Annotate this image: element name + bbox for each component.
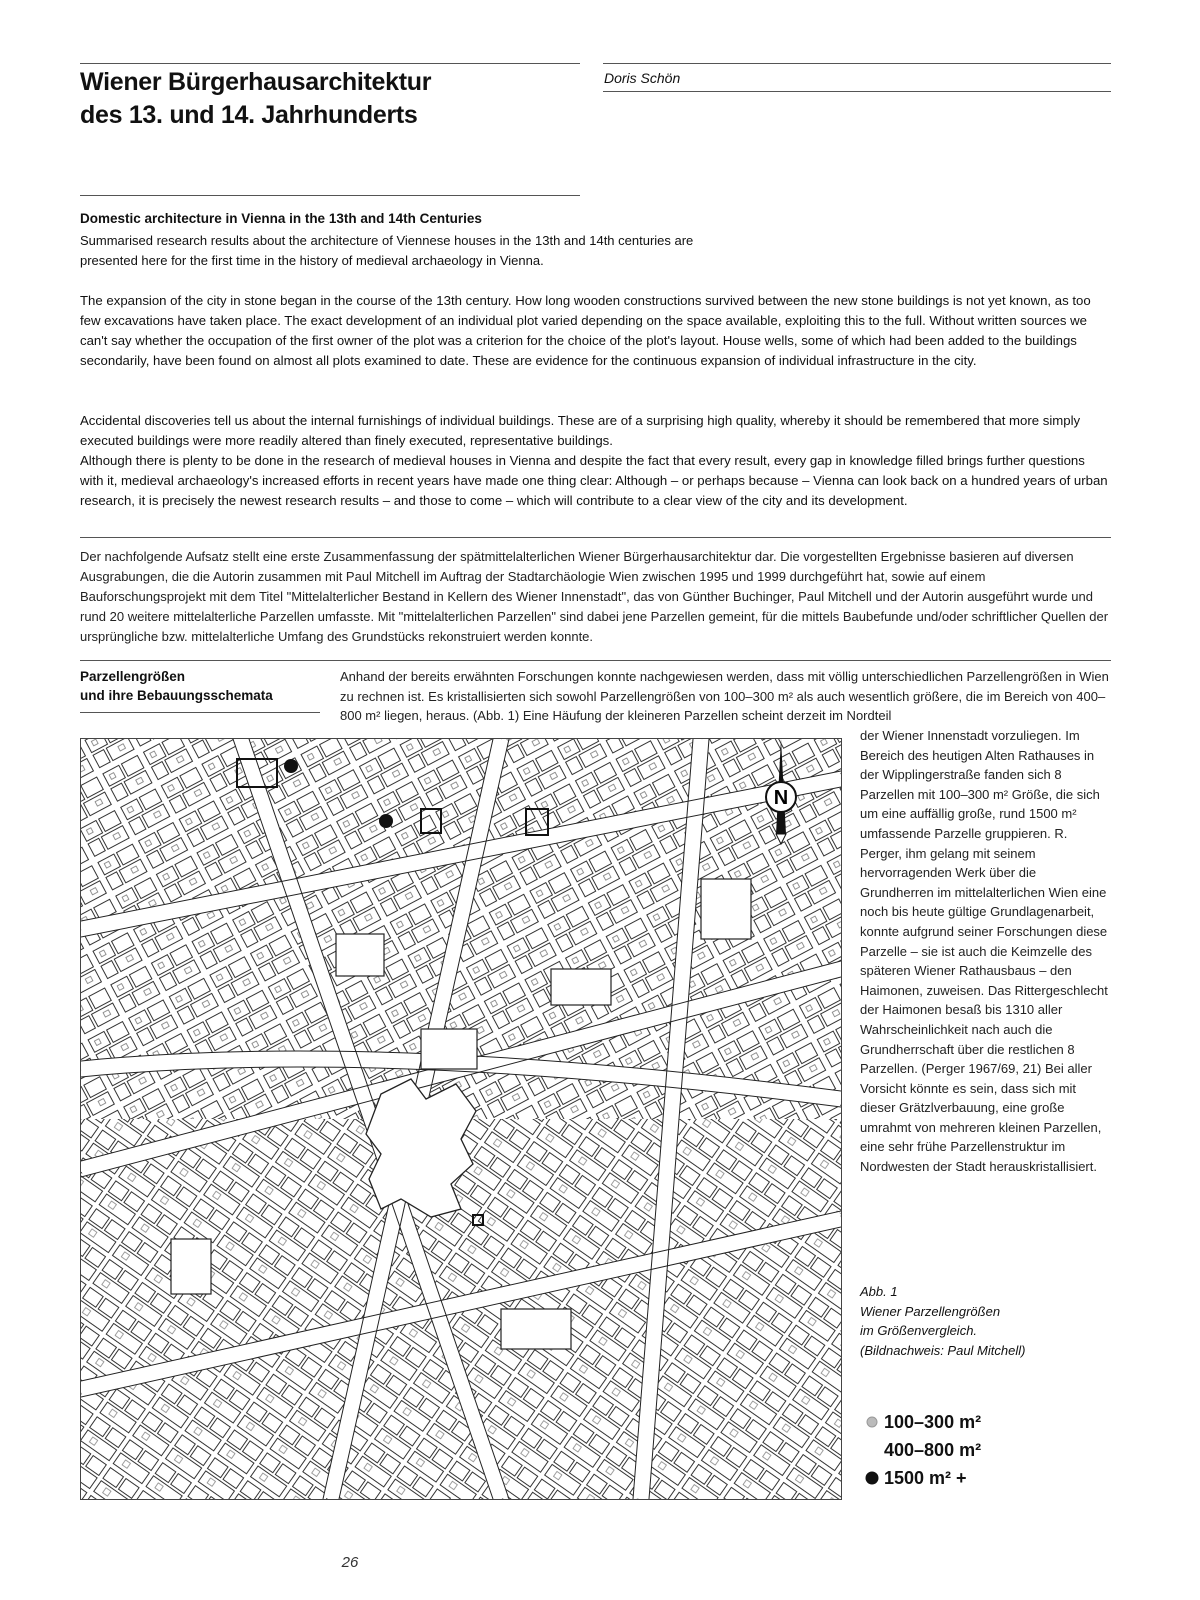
legend-label-small: 100–300 m²: [884, 1411, 982, 1432]
caption-line-1: Abb. 1: [860, 1284, 898, 1299]
legend-label-medium: 400–800 m²: [884, 1439, 982, 1460]
plot-marker-large: [379, 814, 393, 828]
caption-line-2: Wiener Parzellengrößen: [860, 1303, 1001, 1319]
english-heading: Domestic architecture in Vienna in the 13th and 14th Centuries: [80, 211, 482, 226]
author-name: Doris Schön: [604, 70, 681, 86]
city-plot-map: [80, 738, 842, 1500]
caption-line-4: (Bildnachweis: Paul Mitchell): [860, 1342, 1026, 1358]
section-heading-line-1: Parzellengrößen: [80, 669, 186, 684]
author-underline: [603, 91, 1111, 92]
north-label: N: [773, 787, 789, 809]
section-heading-line-2: und ihre Bebauungsschemata: [80, 688, 273, 703]
english-paragraph-3: Although there is plenty to be done in the research of medieval houses in Vienna and despite the fact that every result, every gap in knowledge filled brings further questions with it, medieval archaeology's increased efforts in recent years have made one thing clear: Although – or perhaps because – Vienna can look back on a hundred years of urban research, it is precisely the newest research results – and those to come – which will contribute to a clear view of the city and its development.: [80, 453, 1108, 508]
top-rule-right: [603, 63, 1111, 64]
german-section-rule: [80, 537, 1111, 538]
english-paragraph-1: The expansion of the city in stone began in the course of the 13th century. How long wooden constructions survived between the new stone buildings is not yet known, as too few excavations have taken place. The exact development of an individual plot varied depending on the space available, exploiting this to the full. Without written sources we can't say whether the occupation of the first owner of the plot was a criterion for the choice of the plot's layout. House wells, some of which had been added to the buildings secondarily, have been found on almost all plots examined to date. These are evidence for the continuous expansion of individual infrastructure in the city.: [80, 293, 1091, 368]
section-text-narrow: der Wiener Innenstadt vorzuliegen. Im Bereich des heutigen Alten Rathauses in der Wipplingerstraße fanden sich 8 Parzellen mit 100–300 m² Größe, die sich um eine auffällig große, rund 1500 m² umfassende Parzelle gruppieren. R. Perger, ihm gelang mit seinem hervorragenden Werk über die Grundherren im mittelalterlichen Wien eine noch bis heute gültige Grundlagenarbeit, konnte aufgrund seiner Forschungen diese Parzelle – sie ist auch die Keimzelle des späteren Wiener Rathausbaus – den Haimonen, zuweisen. Das Rittergeschlecht der Haimonen besaß bis 1310 aller Wahrscheinlichkeit nach auch die Grundherrschaft über die restlichen 8 Parzellen. (Perger 1967/69, 21) Bei aller Vorsicht könnte es sein, dass sich mit dieser Grätzlverbauung, eine große umrahmt von mehreren kleinen Parzellen, eine sehr frühe Parzellenstruktur im Nordwesten der Stadt herauskristallisiert.: [860, 728, 1108, 1175]
title-line-2: des 13. und 14. Jahrhunderts: [80, 101, 418, 129]
legend-label-large: 1500 m² +: [884, 1467, 967, 1488]
side-heading-underline: [80, 712, 320, 713]
german-intro-paragraph: Der nachfolgende Aufsatz stellt eine erste Zusammenfassung der spätmittelalterlichen Wiener Bürgerhausarchitektur dar. Die vorgestellten Ergebnisse basieren auf diversen Ausgrabungen, die die Autorin zusammen mit Paul Mitchell im Auftrag der Stadtarchäologie Wien zwischen 1995 und 1999 durchgeführt hat, sowie auf einem Bauforschungsprojekt mit dem Titel "Mittelalterlicher Bestand in Kellern des Wiener Innenstadt", das von Günther Buchinger, Paul Mitchell und der Autorin ausgeführt wurde und rund 20 weitere mittelalterliche Parzellen umfasste. Mit "mittelalterlichen Parzellen" sind dabei jene Parzellen gemeint, für die mittels Baubefunde und/oder schriftlicher Quellen der ursprüngliche bzw. mittelalterliche Umfang des Grundstücks rekonstruiert werden konnte.: [80, 549, 1109, 644]
page-number: 26: [341, 1554, 359, 1571]
caption-line-3: im Größenvergleich.: [860, 1323, 978, 1339]
section-text-wide: Anhand der bereits erwähnten Forschungen konnte nachgewiesen werden, dass mit völlig unterschiedlichen Parzellengrößen in Wien zu rechnen ist. Es kristallisierten sich sowohl Parzellengrößen von 100–300 m² als auch wesentlich größere, die im Bereich von 400–800 m² liegen, heraus. (Abb. 1) Eine Häufung der kleineren Parzellen scheint derzeit im Nordteil: [340, 669, 1109, 723]
figure-caption: [860, 1282, 1110, 1360]
title-line-1: Wiener Bürgerhausarchitektur: [80, 68, 432, 96]
grey-dot-icon: [860, 1415, 884, 1429]
black-dot-icon: [860, 1470, 884, 1486]
top-rule-left: [80, 63, 580, 64]
map-drawing: [81, 739, 841, 1499]
legend-item-medium: [860, 1436, 1080, 1464]
english-paragraph-2: Accidental discoveries tell us about the internal furnishings of individual buildings. These are of a surprising high quality, whereby it should be remembered that more simply executed buildings were more readily altered than finely executed, representative buildings.: [80, 413, 1081, 448]
plot-marker-large: [284, 759, 298, 773]
legend-item-small: [860, 1408, 1080, 1436]
page-title: [80, 66, 510, 132]
section-heading: [80, 667, 320, 705]
legend-item-large: [860, 1464, 1080, 1492]
english-section-rule: [80, 195, 580, 196]
english-summary: Summarised research results about the architecture of Viennese houses in the 13th and 14th centuries are presented here for the first time in the history of medieval archaeology in Vienna.: [80, 233, 694, 268]
parzellen-section-rule: [80, 660, 1111, 661]
map-legend: [860, 1408, 1080, 1492]
